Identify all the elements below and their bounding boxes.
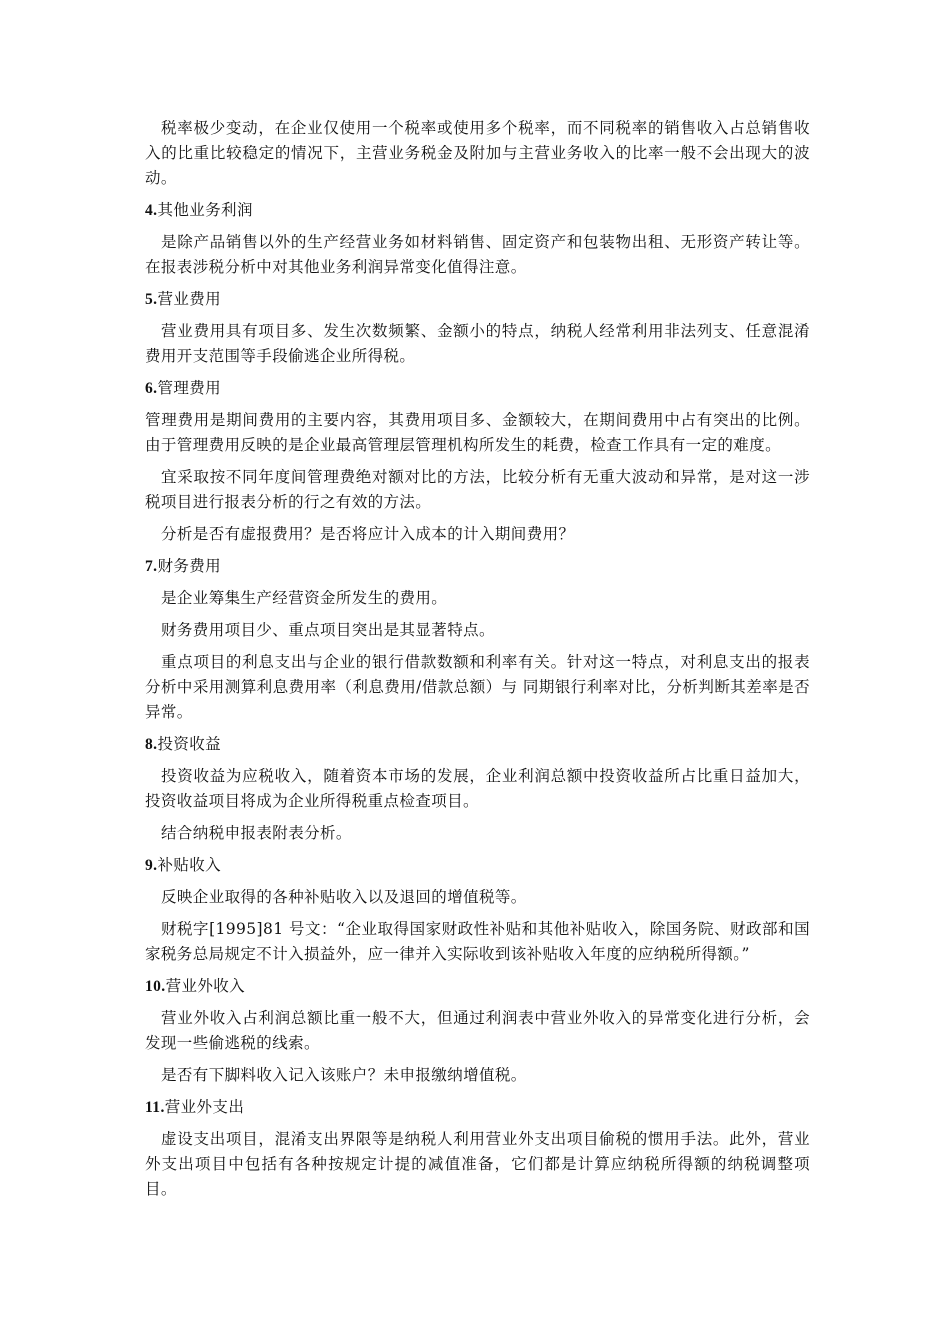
- section-number: 5.: [145, 291, 158, 308]
- section-heading: [145, 732, 810, 757]
- paragraph: 营业外收入占利润总额比重一般不大，但通过利润表中营业外收入的异常变化进行分析，会发现一些偷逃税的线索。: [145, 1009, 810, 1052]
- section-number: 7.: [145, 558, 158, 575]
- paragraph: 虚设支出项目，混淆支出界限等是纳税人利用营业外支出项目偷税的惯用手法。此外，营业外支出项目中包括有各种按规定计提的减值准备，它们都是计算应纳税所得额的纳税调整项目。: [145, 1130, 810, 1198]
- section-title: 营业外支出: [164, 1098, 245, 1116]
- paragraph: 管理费用是期间费用的主要内容，其费用项目多、金额较大，在期间费用中占有突出的比例。由于管理费用反映的是企业最高管理层管理机构所发生的耗费，检查工作具有一定的难度。: [145, 411, 810, 454]
- section-heading: [145, 1095, 810, 1120]
- paragraph: 财务费用项目少、重点项目突出是其显著特点。: [161, 621, 495, 639]
- paragraph: 结合纳税申报表附表分析。: [161, 824, 352, 842]
- section-number: 6.: [145, 380, 158, 397]
- section-title: 营业外收入: [165, 977, 246, 995]
- section-heading: [145, 287, 810, 312]
- paragraph: 投资收益为应税收入，随着资本市场的发展，企业利润总额中投资收益所占比重日益加大，投资收益项目将成为企业所得税重点检查项目。: [145, 767, 810, 810]
- section-heading: [145, 853, 810, 878]
- paragraph: 是否有下脚料收入记入该账户？未申报缴纳增值税。: [161, 1066, 527, 1084]
- section-heading: [145, 974, 810, 999]
- section-number: 10.: [145, 978, 166, 995]
- paragraph: 财税字[1995]81 号文：“企业取得国家财政性补贴和其他补贴收入，除国务院、财政部和国家税务总局规定不计入损益外，应一律并入实际收到该补贴收入年度的应纳税所得额。”: [145, 920, 810, 963]
- section-heading: [145, 376, 810, 401]
- section-number: 8.: [145, 736, 158, 753]
- section-title: 营业费用: [157, 290, 222, 308]
- section-title: 财务费用: [157, 557, 222, 575]
- paragraph: 是企业筹集生产经营资金所发生的费用。: [161, 589, 448, 607]
- paragraph: 分析是否有虚报费用？是否将应计入成本的计入期间费用？: [161, 525, 575, 543]
- document-body: [145, 116, 810, 1209]
- section-heading: [145, 198, 810, 223]
- paragraph: 宜采取按不同年度间管理费绝对额对比的方法，比较分析有无重大波动和异常，是对这一涉税项目进行报表分析的行之有效的方法。: [145, 468, 810, 511]
- section-title: 其他业务利润: [157, 201, 253, 219]
- paragraph: 反映企业取得的各种补贴收入以及退回的增值税等。: [161, 888, 527, 906]
- paragraph: 营业费用具有项目多、发生次数频繁、金额小的特点，纳税人经常利用非法列支、任意混淆费用开支范围等手段偷逃企业所得税。: [145, 322, 810, 365]
- section-title: 投资收益: [157, 735, 222, 753]
- paragraph: 税率极少变动，在企业仅使用一个税率或使用多个税率，而不同税率的销售收入占总销售收入的比重比较稳定的情况下，主营业务税金及附加与主营业务收入的比率一般不会出现大的波动。: [145, 119, 810, 187]
- section-number: 9.: [145, 857, 158, 874]
- section-title: 补贴收入: [157, 856, 222, 874]
- paragraph: 重点项目的利息支出与企业的银行借款数额和利率有关。针对这一特点，对利息支出的报表分析中采用测算利息费用率（利息费用/借款总额）与 同期银行利率对比，分析判断其差率是否异常。: [145, 653, 810, 721]
- paragraph: 是除产品销售以外的生产经营业务如材料销售、固定资产和包装物出租、无形资产转让等。在报表涉税分析中对其他业务利润异常变化值得注意。: [145, 233, 810, 276]
- section-number: 4.: [145, 202, 158, 219]
- section-heading: [145, 554, 810, 579]
- section-number: 11.: [145, 1099, 165, 1116]
- section-title: 管理费用: [157, 379, 222, 397]
